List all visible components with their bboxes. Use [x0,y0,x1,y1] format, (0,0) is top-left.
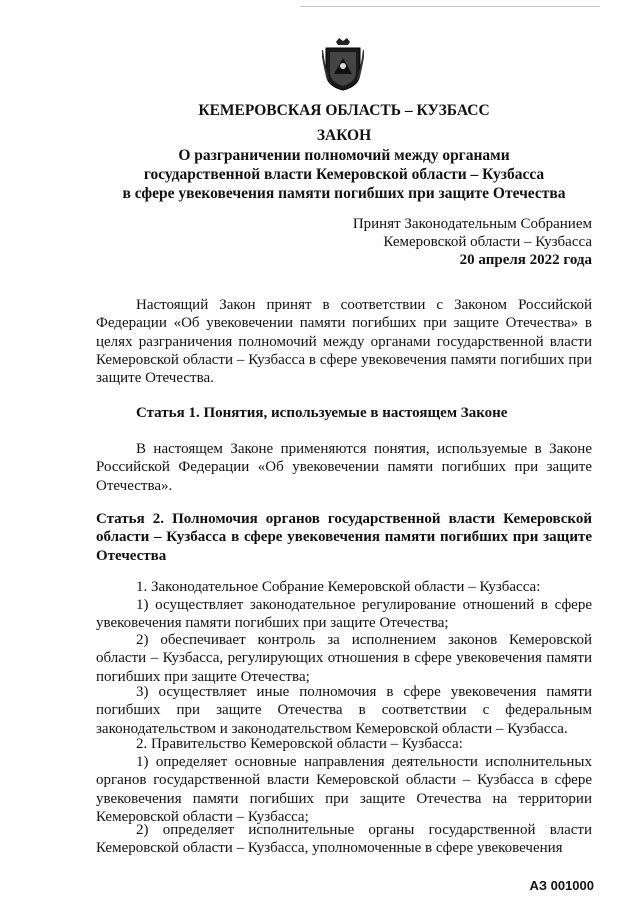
preamble-paragraph: Настоящий Закон принят в соответствии с Законом Российской Федерации «Об увековечении памяти погибших при защите Отечества» в целях разграничения полномочий между органами государственной власти Кемеровской области – Кузбасса в сфере увековечения памяти погибших при защите Отечества. [96,297,592,387]
scan-top-line [300,6,600,8]
article-1-heading: Статья 1. Понятия, используемые в настоящем Законе [136,405,508,421]
item-2-2-paragraph: 2) определяет исполнительные органы государственной власти Кемеровской области – Кузбасса, уполномоченные в сфере увековечения [96,822,592,857]
section-1-paragraph: 1. Законодательное Собрание Кемеровской области – Кузбасса: [136,579,541,595]
law-title-line: в сфере увековечения памяти погибших при защите Отечества [122,185,566,202]
document-code: АЗ 001000 [529,878,594,893]
law-title-line: О разграничении полномочий между органами [178,147,510,164]
adoption-block [353,215,592,269]
document-type: ЗАКОН [316,127,372,144]
coat-of-arms-emblem [322,36,364,92]
law-title [96,146,592,203]
item-1-3-paragraph: 3) осуществляет иные полномочия в сфере увековечения памяти погибших при защите Отечества в соответствии с федеральным законодательством и законодательством Кемеровской области – Кузбасса. [96,684,592,737]
region-heading: КЕМЕРОВСКАЯ ОБЛАСТЬ – КУЗБАСС [198,102,490,119]
item-1-2-paragraph: 2) обеспечивает контроль за исполнением законов Кемеровской области – Кузбасса, регулирующих отношения в сфере увековечения памяти погибших при защите Отечества; [96,632,592,685]
adoption-line: Принят Законодательным Собранием [352,216,592,232]
adoption-date: 20 апреля 2022 года [459,252,592,268]
article-2-heading: Статья 2. Полномочия органов государственной власти Кемеровской области – Кузбасса в сфере увековечения памяти погибших при защите Отечества [96,511,592,564]
item-1-1-paragraph: 1) осуществляет законодательное регулирование отношений в сфере увековечения памяти погибших при защите Отечества; [96,597,592,632]
section-2-paragraph: 2. Правительство Кемеровской области – Кузбасса: [136,736,463,752]
adoption-line: Кемеровской области – Кузбасса [383,234,592,250]
law-title-line: государственной власти Кемеровской области – Кузбасса [143,166,545,183]
item-2-1-paragraph: 1) определяет основные направления деятельности исполнительных органов государственной власти Кемеровской области – Кузбасса в сфере увековечения памяти погибших при защите Отечества на территории Кемеровской области – Кузбасса; [96,754,592,825]
article-1-paragraph: В настоящем Законе применяются понятия, используемые в Законе Российской Федерации «Об увековечении памяти погибших при защите Отечества». [96,441,592,494]
